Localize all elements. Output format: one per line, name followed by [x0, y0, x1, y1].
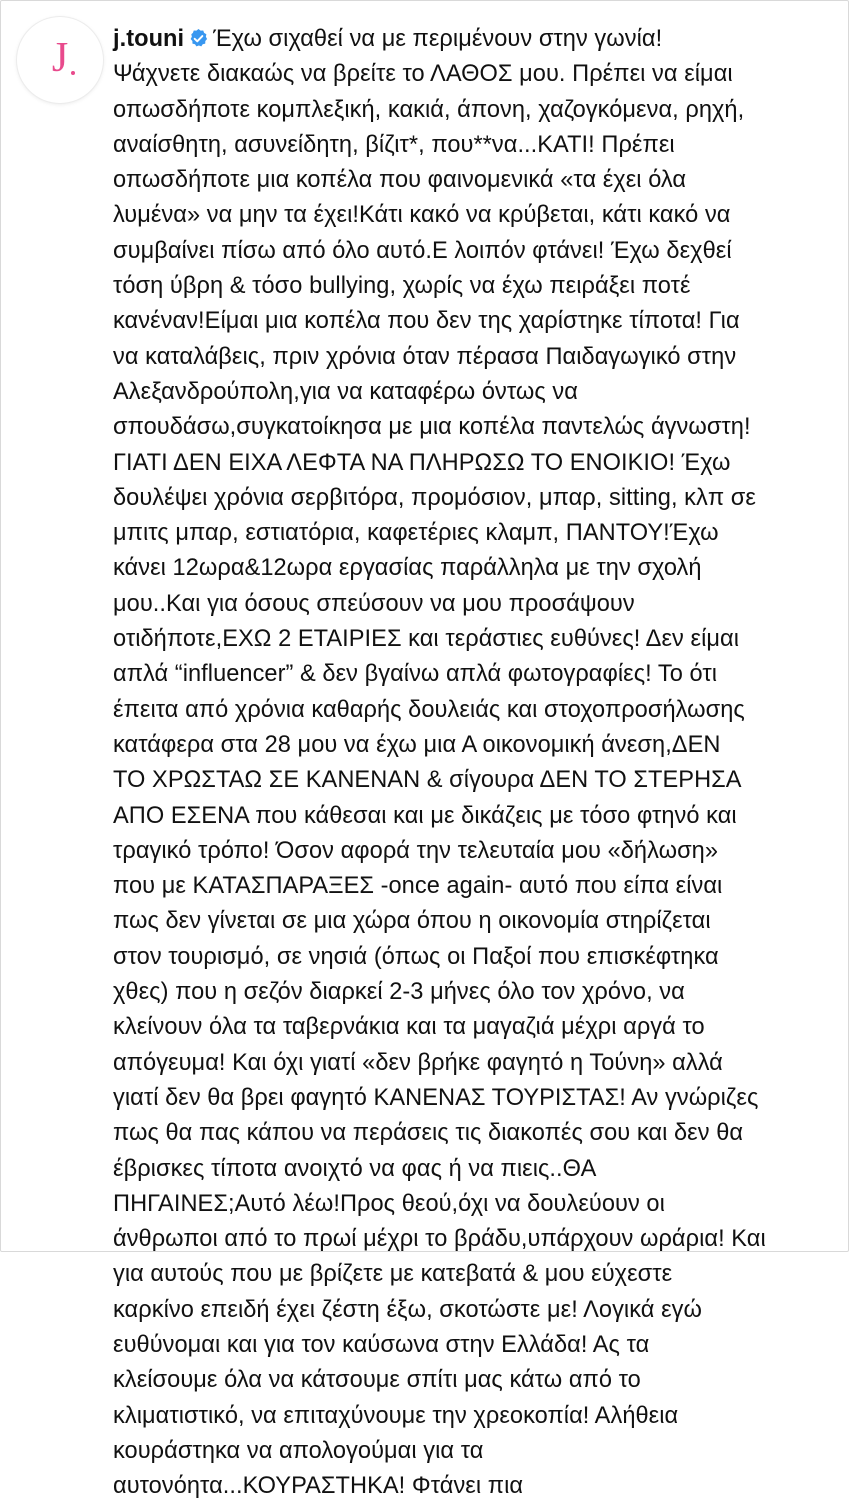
- caption-line: μπιτς μπαρ, εστιατόρια, καφετέριες κλαμπ, ΠΑΝΤΟΥ!Έχω: [113, 520, 719, 547]
- caption-line: συμβαίνει πίσω από όλο αυτό.Ε λοιπόν φτάνει! Έχω δεχθεί: [113, 237, 732, 264]
- caption-line: ΤΟ ΧΡΩΣΤΑΩ ΣΕ ΚΑΝΕΝΑΝ & σίγουρα ΔΕΝ ΤΟ ΣΤΕΡΗΣΑ: [113, 767, 742, 794]
- caption-line: γιατί δεν θα βρει φαγητό ΚΑΝΕΝΑΣ ΤΟΥΡΙΣΤΑΣ! Αν γνώριζες: [113, 1084, 759, 1111]
- caption-line: κλιματιστικό, να επιταχύνουμε την χρεοκοπία! Αλήθεια: [113, 1402, 679, 1429]
- caption-line: αναίσθητη, ασυνείδητη, βίζιτ*, που**να...ΚΑΤΙ! Πρέπει: [113, 131, 675, 158]
- caption-line: άνθρωποι από το πρωί μέχρι το βράδυ,υπάρχουν ωράρια! Και: [113, 1226, 766, 1253]
- caption-line: Αλεξανδρούπολη,για να καταφέρω όντως να: [113, 378, 578, 405]
- caption-line: κατάφερα στα 28 μου να έχω μια Α οικονομική άνεση,ΔΕΝ: [113, 731, 721, 758]
- caption-line: σπουδάσω,συγκατοίκησα με μια κοπέλα παντελώς άγνωστη!: [113, 414, 751, 441]
- caption-line: να καταλάβεις, πριν χρόνια όταν πέρασα Παιδαγωγικό στην: [113, 343, 737, 370]
- caption-line: πως θα πας κάπου να περάσεις τις διακοπές σου και δεν θα: [113, 1120, 744, 1147]
- avatar[interactable]: [17, 17, 103, 103]
- avatar-logo-letter: J: [51, 35, 69, 81]
- caption: [113, 22, 843, 1504]
- caption-line: πως δεν γίνεται σε μια χώρα όπου η οικονομία στηρίζεται: [113, 908, 711, 935]
- caption-line: ευθύνομαι και για τον καύσωνα στην Ελλάδα! Ας τα: [113, 1331, 650, 1358]
- caption-line: τραγικό τρόπο! Όσον αφορά την τελευταία μου «δήλωση»: [113, 837, 719, 864]
- caption-line: έπειτα από χρόνια καθαρής δουλειάς και στοχοπροσήλωσης: [113, 696, 745, 723]
- caption-line: Ψάχνετε διακαώς να βρείτε το ΛΑΘΟΣ μου. Πρέπει να είμαι: [113, 61, 733, 88]
- caption-line: οπωσδήποτε κομπλεξική, κακιά, άπονη, χαζογκόμενα, ρηχή,: [113, 96, 745, 123]
- caption-header-line: [113, 22, 843, 57]
- verified-badge-icon: [188, 28, 209, 49]
- caption-line: απόγευμα! Και όχι γιατί «δεν βρήκε φαγητό η Τούνη» αλλά: [113, 1049, 723, 1076]
- caption-line: ΓΙΑΤΙ ΔΕΝ ΕΙΧΑ ΛΕΦΤΑ ΝΑ ΠΛΗΡΩΣΩ ΤΟ ΕΝΟΙΚΙΟ! Έχω: [113, 449, 731, 476]
- caption-line: που με ΚΑΤΑΣΠΑΡΑΞΕΣ -once again- αυτό που είπα είναι: [113, 873, 723, 900]
- caption-line: έβρισκες τίποτα ανοιχτό να φας ή να πιεις..ΘΑ: [113, 1155, 597, 1182]
- caption-line: κάνει 12ωρα&12ωρα εργασίας παράλληλα με την σχολή: [113, 555, 702, 582]
- caption-line: απλά “influencer” & δεν βγαίνω απλά φωτογραφίες! Το ότι: [113, 661, 718, 688]
- caption-line: τόση ύβρη & τόσο bullying, χωρίς να έχω πειράξει ποτέ: [113, 273, 691, 300]
- caption-line: οπωσδήποτε μια κοπέλα που φαινομενικά «τα έχει όλα: [113, 167, 687, 194]
- caption-body: [113, 57, 843, 1504]
- caption-line: αυτονόητα...ΚΟΥΡΑΣΤΗΚΑ! Φτάνει πια: [113, 1473, 524, 1500]
- caption-line: μου..Και για όσους σπεύσουν να μου προσάψουν: [113, 590, 635, 617]
- caption-line: στον τουρισμό, σε νησιά (όπως οι Παξοί που επισκέφτηκα: [113, 943, 719, 970]
- caption-line: χθες) που η σεζόν διαρκεί 2-3 μήνες όλο τον χρόνο, να: [113, 979, 685, 1006]
- username-link[interactable]: j.touni: [113, 26, 185, 52]
- caption-line: για αυτούς που με βρίζετε με κατεβατά & μου εύχεστε: [113, 1261, 673, 1288]
- caption-line: ΠΗΓΑΙΝΕΣ;Αυτό λέω!Προς θεού,όχι να δουλεύουν οι: [113, 1190, 665, 1217]
- caption-line: λυμένα» να μην τα έχει!Κάτι κακό να κρύβεται, κάτι κακό να: [113, 202, 731, 229]
- caption-line: δουλέψει χρόνια σερβιτόρα, προμόσιον, μπαρ, sitting, κλπ σε: [113, 484, 756, 511]
- caption-line: ΑΠΟ ΕΣΕΝΑ που κάθεσαι και με δικάζεις με τόσο φτηνό και: [113, 802, 737, 829]
- caption-line: κουράστηκα να απολογούμαι για τα: [113, 1437, 484, 1464]
- caption-line: κανέναν!Είμαι μια κοπέλα που δεν της χαρίστηκε τίποτα! Για: [113, 308, 740, 335]
- caption-line: κλείσουμε όλα να κάτσουμε σπίτι μας κάτω από το: [113, 1367, 641, 1394]
- caption-first-line-text: Έχω σιχαθεί να με περιμένουν στην γωνία!: [213, 26, 663, 52]
- caption-line: κλείνουν όλα τα ταβερνάκια και τα μαγαζιά μέχρι αργά το: [113, 1014, 705, 1041]
- caption-line: καρκίνο επειδή έχει ζέστη έξω, σκοτώστε με! Λογικά εγώ: [113, 1296, 702, 1323]
- caption-line: οτιδήποτε,ΕΧΩ 2 ΕΤΑΙΡΙΕΣ και τεράστιες ευθύνες! Δεν είμαι: [113, 626, 739, 653]
